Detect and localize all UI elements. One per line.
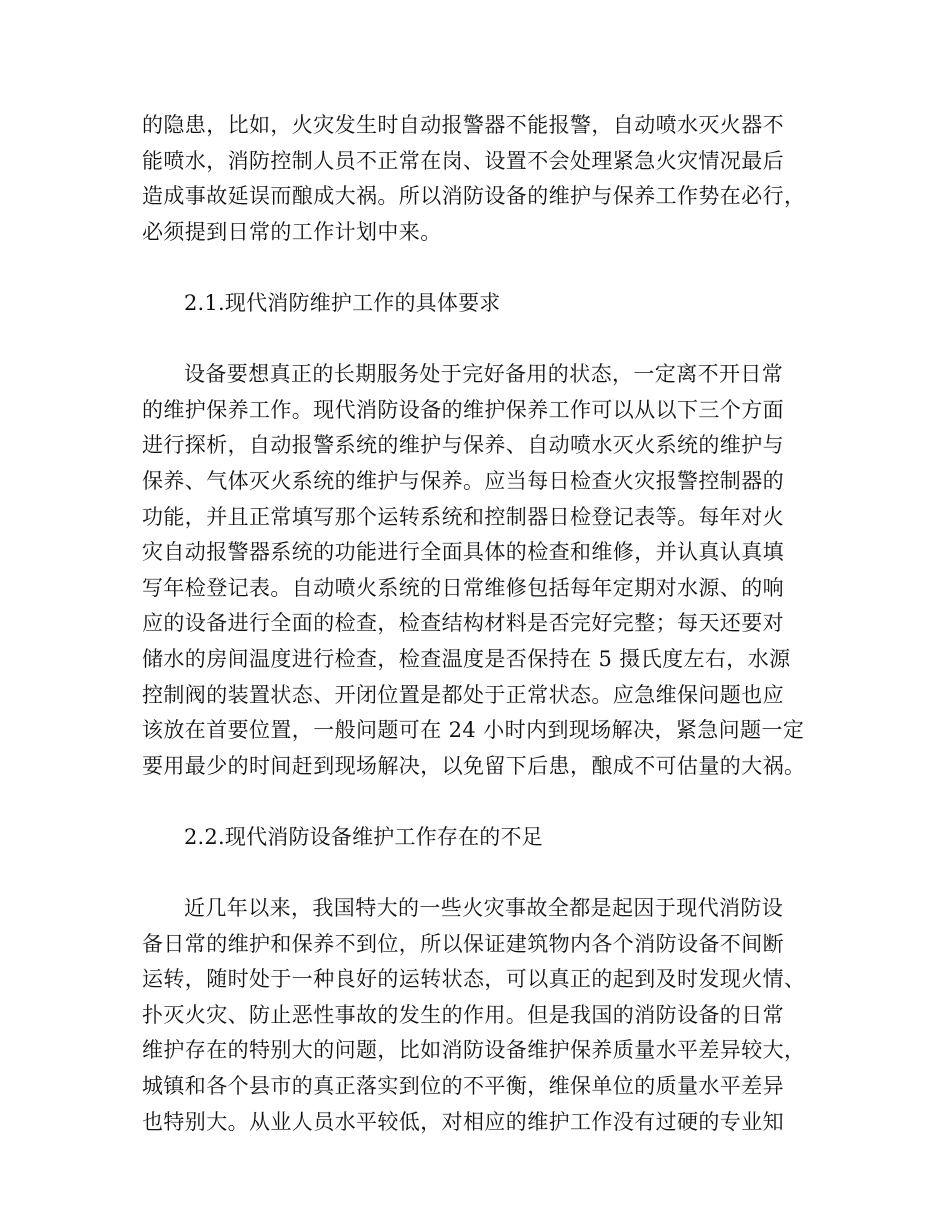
- body-line: 能喷水，消防控制人员不正常在岗、设置不会处理紧急火灾情况最后: [142, 148, 784, 173]
- body-line: 的维护保养工作。现代消防设备的维护保养工作可以从以下三个方面: [142, 397, 784, 422]
- body-line: 进行探析，自动报警系统的维护与保养、自动喷水灭火系统的维护与: [142, 433, 784, 458]
- document-body: [142, 108, 812, 1140]
- body-line: 造成事故延误而酿成大祸。所以消防设备的维护与保养工作势在必行，: [142, 184, 806, 209]
- body-line: 应的设备进行全面的检查，检查结构材料是否完好完整；每天还要对: [142, 611, 784, 636]
- body-line: 该放在首要位置，一般问题可在 24 小时内到现场解决，紧急问题一定: [142, 718, 805, 743]
- body-line: 设备要想真正的长期服务处于完好备用的状态，一定离不开日常: [184, 362, 784, 387]
- body-line: 城镇和各个县市的真正落实到位的不平衡，维保单位的质量水平差异: [142, 1074, 784, 1099]
- body-line: 也特别大。从业人员水平较低，对相应的维护工作没有过硬的专业知: [142, 1109, 784, 1134]
- body-line: 必须提到日常的工作计划中来。: [142, 219, 442, 244]
- paragraph-gap: [142, 322, 812, 358]
- body-line: 近几年以来，我国特大的一些火灾事故全都是起因于现代消防设: [184, 896, 784, 921]
- body-line: 维护存在的特别大的问题，比如消防设备维护保养质量水平差异较大，: [142, 1038, 806, 1063]
- body-line: 灾自动报警器系统的功能进行全面具体的检查和维修，并认真认真填: [142, 540, 784, 565]
- body-line: 储水的房间温度进行检查，检查温度是否保持在 5 摄氏度左右，水源: [142, 646, 791, 671]
- paragraph-gap: [142, 784, 812, 820]
- body-line: 要用最少的时间赶到现场解决，以免留下后患，酿成不可估量的大祸。: [142, 753, 806, 778]
- paragraph-gap: [142, 855, 812, 891]
- section-heading-2-2: 2.2.现代消防设备维护工作存在的不足: [184, 824, 543, 849]
- body-line: 备日常的维护和保养不到位，所以保证建筑物内各个消防设备不间断: [142, 931, 784, 956]
- body-line: 控制阀的装置状态、开闭位置是都处于正常状态。应急维保问题也应: [142, 682, 784, 707]
- body-line: 运转，随时处于一种良好的运转状态，可以真正的起到及时发现火情、: [142, 967, 806, 992]
- body-line: 的隐患，比如，火灾发生时自动报警器不能报警，自动喷水灭火器不: [142, 113, 784, 137]
- body-line: 写年检登记表。自动喷火系统的日常维修包括每年定期对水源、的响: [142, 575, 784, 600]
- body-line: 功能，并且正常填写那个运转系统和控制器日检登记表等。每年对火: [142, 504, 784, 529]
- section-heading-2-1: 2.1.现代消防维护工作的具体要求: [184, 290, 501, 315]
- body-line: 保养、气体灭火系统的维护与保养。应当每日检查火灾报警控制器的: [142, 468, 784, 493]
- body-line: 扑灭火灾、防止恶性事故的发生的作用。但是我国的消防设备的日常: [142, 1002, 784, 1027]
- paragraph-gap: [142, 250, 812, 286]
